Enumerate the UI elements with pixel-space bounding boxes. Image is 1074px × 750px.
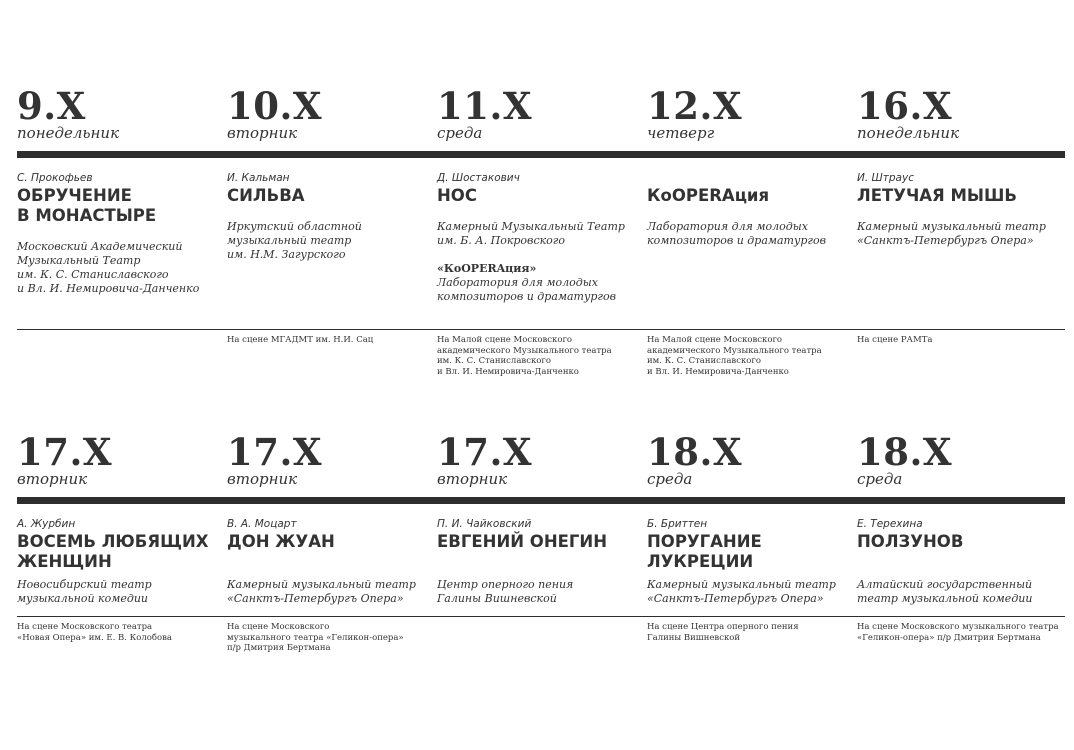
event-title: ПОЛЗУНОВ: [857, 532, 964, 551]
weekday: понедельник: [857, 124, 960, 142]
venue: На Малой сцене Московского академического Музыкального театра им. К. С. Станиславского и Вл. И. Немировича-Данченко: [437, 335, 612, 377]
venue: На Малой сцене Московского академического Музыкального театра им. К. С. Станиславского и Вл. И. Немировича-Данченко: [647, 335, 822, 377]
venue: На сцене Московского музыкального театра «Геликон-опера» п/р Дмитрия Бертмана: [227, 622, 404, 653]
event-cell: [647, 504, 857, 616]
thick-divider: [17, 497, 1065, 504]
event-title: НОС: [437, 186, 477, 205]
venue: На сцене РАМТа: [857, 335, 933, 345]
company: Алтайский государственный театр музыкальной комедии: [857, 578, 1033, 605]
company: Иркутский областной музыкальный театр им. Н.М. Загурского: [227, 220, 362, 261]
composer: А. Журбин: [17, 518, 76, 530]
venue-cell: [17, 330, 227, 377]
venues-row: [17, 617, 1065, 654]
company: Новосибирский театр музыкальной комедии: [17, 578, 152, 605]
weekday: среда: [437, 124, 483, 142]
event-cell: [857, 158, 1065, 329]
composer: [647, 172, 849, 185]
venue-cell: [437, 617, 647, 654]
venue: На сцене Московского музыкального театра «Геликон-опера» п/р Дмитрия Бертмана: [857, 622, 1059, 643]
date-cell: [647, 86, 857, 150]
event-cell: [227, 504, 437, 616]
composer: В. А. Моцарт: [227, 518, 297, 530]
venue-cell: [857, 617, 1065, 654]
company: Камерный музыкальный театр «Санктъ-Петербургъ Опера»: [227, 578, 416, 605]
weekday: четверг: [647, 124, 715, 142]
event-title: ОБРУЧЕНИЕ В МОНАСТЫРЕ: [17, 186, 157, 225]
venue: На сцене Центра оперного пения Галины Вишневской: [647, 622, 799, 643]
venue: На сцене МГАДМТ им. Н.И. Сац: [227, 335, 374, 345]
date: 17.X: [17, 430, 113, 474]
date-cell: [17, 86, 227, 150]
venue: На сцене Московского театра «Новая Опера» им. Е. В. Колобова: [17, 622, 172, 643]
date-cell: [647, 432, 857, 496]
composer: Е. Терехина: [857, 518, 923, 530]
company: Камерный Музыкальный Театр им. Б. А. Покровского: [437, 220, 625, 247]
date-cell: [227, 86, 437, 150]
event-title: ЛЕТУЧАЯ МЫШЬ: [857, 186, 1017, 205]
date: 9.X: [17, 84, 86, 128]
events-row: [17, 158, 1065, 329]
composer: Б. Бриттен: [647, 518, 708, 530]
date-cell: [227, 432, 437, 496]
composer: И. Кальман: [227, 172, 290, 184]
company: Лаборатория для молодых композиторов и драматургов: [647, 220, 826, 247]
event-cell: [17, 504, 227, 616]
event-cell: [437, 158, 647, 329]
extra-title: «КоOPERAция»: [437, 262, 537, 275]
weekday: вторник: [227, 124, 298, 142]
venue-cell: [227, 617, 437, 654]
event-title: ВОСЕМЬ ЛЮБЯЩИХ ЖЕНЩИН: [17, 532, 209, 571]
venue-cell: [437, 330, 647, 377]
event-title: ЕВГЕНИЙ ОНЕГИН: [437, 532, 608, 551]
venue-cell: [647, 617, 857, 654]
date: 11.X: [437, 84, 533, 128]
date: 18.X: [857, 430, 953, 474]
venue-cell: [227, 330, 437, 377]
date-cell: [437, 432, 647, 496]
composer: Д. Шостакович: [437, 172, 520, 184]
event-cell: [857, 504, 1065, 616]
weekday: вторник: [17, 470, 88, 488]
weekday: среда: [647, 470, 693, 488]
schedule-row-1: [17, 86, 1065, 377]
company: Центр оперного пения Галины Вишневской: [437, 578, 574, 605]
date-cell: [17, 432, 227, 496]
event-cell: [437, 504, 647, 616]
venues-row: [17, 330, 1065, 377]
thick-divider: [17, 151, 1065, 158]
composer: П. И. Чайковский: [437, 518, 532, 530]
date: 18.X: [647, 430, 743, 474]
event-title: ДОН ЖУАН: [227, 532, 335, 551]
event-cell: [17, 158, 227, 329]
dates-row: [17, 86, 1065, 150]
weekday: вторник: [437, 470, 508, 488]
weekday: понедельник: [17, 124, 120, 142]
date: 16.X: [857, 84, 953, 128]
event-title: ПОРУГАНИЕ ЛУКРЕЦИИ: [647, 532, 762, 571]
schedule-row-2: [17, 432, 1065, 654]
venue-cell: [17, 617, 227, 654]
extra-company: Лаборатория для молодых композиторов и драматургов: [437, 276, 616, 303]
company: Камерный музыкальный театр «Санктъ-Петербургъ Опера»: [857, 220, 1046, 247]
company: Камерный музыкальный театр «Санктъ-Петербургъ Опера»: [647, 578, 836, 605]
date: 10.X: [227, 84, 323, 128]
date-cell: [437, 86, 647, 150]
event-title: КоOPERAция: [647, 186, 770, 205]
composer: С. Прокофьев: [17, 172, 93, 184]
event-title: СИЛЬВА: [227, 186, 305, 205]
event-cell: [227, 158, 437, 329]
venue-cell: [647, 330, 857, 377]
venue-cell: [857, 330, 1065, 377]
dates-row: [17, 432, 1065, 496]
date-cell: [857, 86, 1065, 150]
weekday: среда: [857, 470, 903, 488]
company: Московский Академический Музыкальный Театр им. К. С. Станиславского и Вл. И. Немировича-Данченко: [17, 240, 200, 295]
event-cell: [647, 158, 857, 329]
date-cell: [857, 432, 1065, 496]
date: 12.X: [647, 84, 743, 128]
weekday: вторник: [227, 470, 298, 488]
events-row: [17, 504, 1065, 616]
date: 17.X: [227, 430, 323, 474]
composer: И. Штраус: [857, 172, 914, 184]
date: 17.X: [437, 430, 533, 474]
